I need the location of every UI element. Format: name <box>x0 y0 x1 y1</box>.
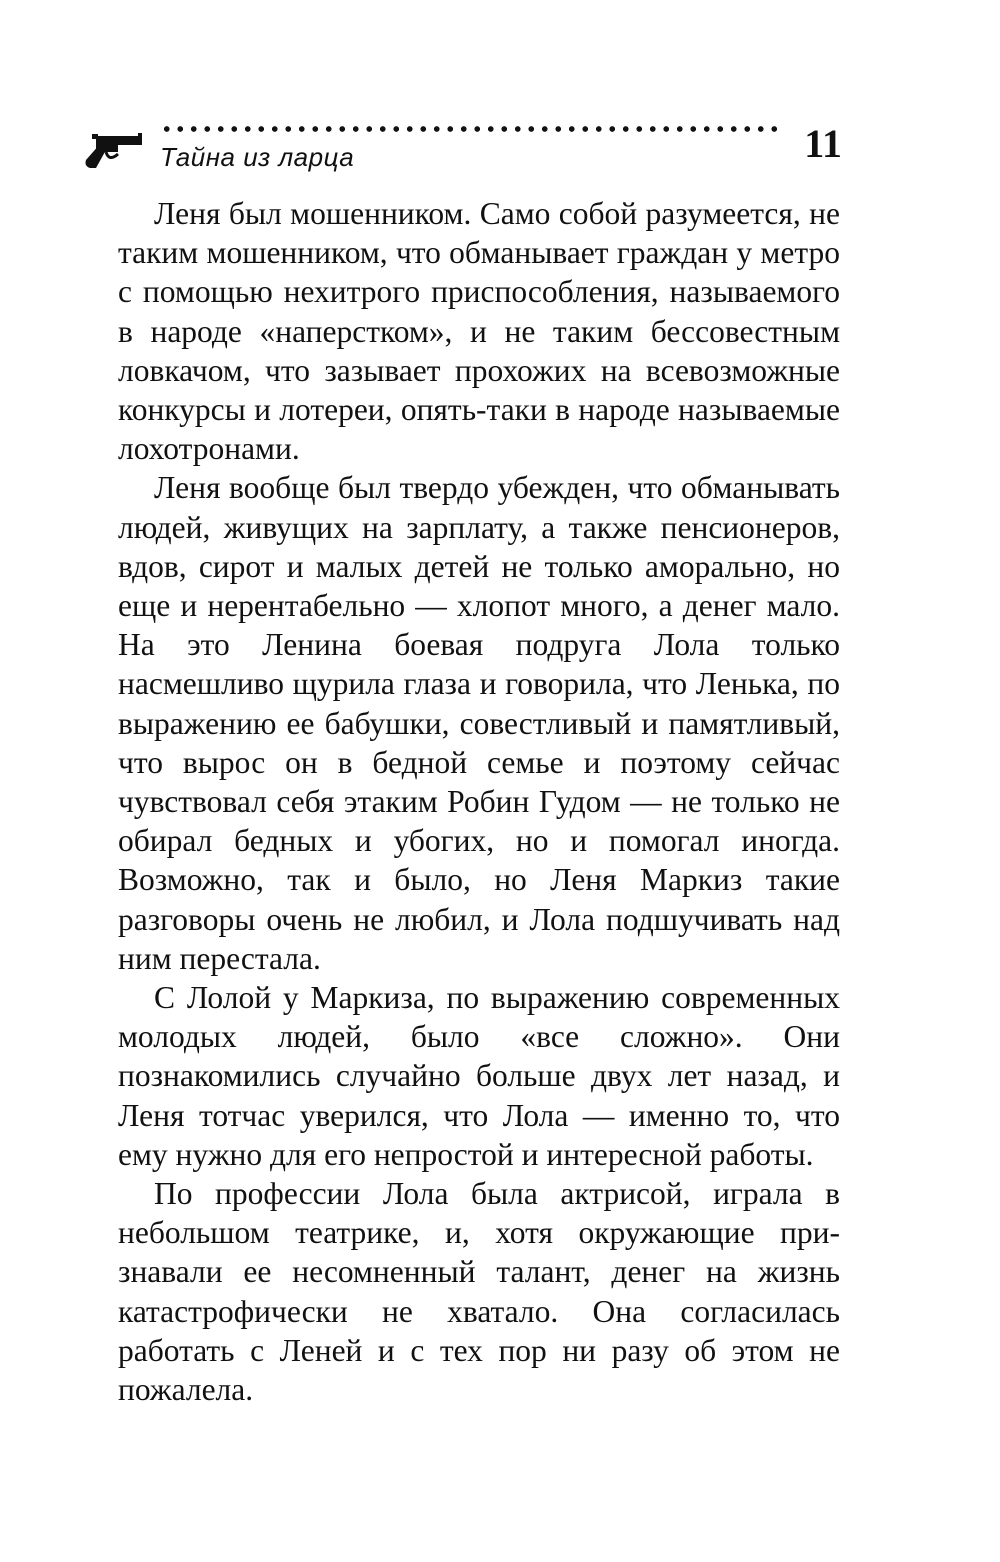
paragraph: Леня был мошенником. Само собой разумеется, не таким мошенником, что обманывает граждан у метро с помощью нехитрого приспособления, называемого в народе «наперстком», и не таким бессовестным ловкачом, что зазывает прохожих на всевозможные конкурсы и лотереи, опять-таки в народе называемые лохотронами. <box>118 196 840 467</box>
header-dotted-rule <box>160 122 780 136</box>
running-title: Тайна из ларца <box>160 142 355 172</box>
page-header <box>82 118 842 188</box>
paragraph: По профессии Лола была актрисой, играла в небольшом театрике, и, хотя окружающие признавали ее несомненный талант, денег на жизнь катастрофически не хватало. Она согласилась работать с Леней и с тех пор ни разу об этом не пожалела. <box>118 1176 840 1408</box>
paragraph: Леня вообще был твердо убежден, что обманывать людей, живущих на зарплату, а также пенсионеров, вдов, сирот и малых детей не только аморально, но еще и нерентабельно — хлопот много, а денег мало. На это Ленина боевая подруга Лола только насмешливо щурила глаза и говорила, что Ленька, по выражению ее бабушки, совестливый и памятливый, что вырос он в бедной семье и поэтому сейчас чувствовал себя этаким Робин Гудом — не только не обирал бедных и убогих, но и помогал иногда. Возможно, так и было, но Леня Маркиз такие разговоры очень не любил, и Лола подшучивать над ним перестала. <box>118 470 840 976</box>
paragraph: С Лолой у Маркиза, по выражению современных молодых людей, было «все сложно». Они познакомились случайно больше двух лет назад, и Леня тотчас уверился, что Лола — именно то, что ему нужно для его непростой и интересной работы. <box>118 980 840 1172</box>
page-number: 11 <box>804 121 842 166</box>
body-text <box>118 194 840 1409</box>
revolver-icon <box>82 130 144 170</box>
